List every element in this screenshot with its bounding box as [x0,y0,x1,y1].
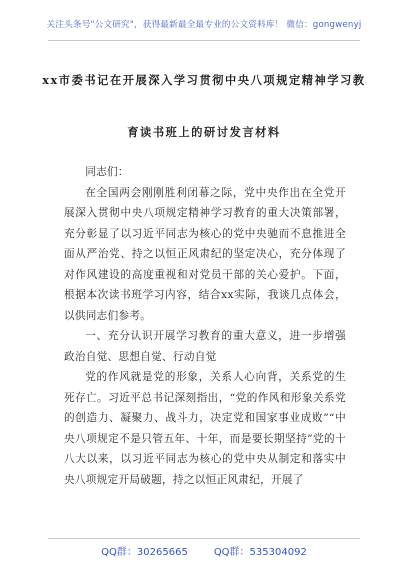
qq-group-2: QQ群：535304092 [213,547,307,558]
document-title-line-2: 育读书班上的研讨发言材料 [127,125,281,139]
promo-banner: 关注头条号"公文研究"，获得最新最全最专业的公文资料库！ 微信：gongwenyj [46,20,362,30]
document-title-line-1: xx市委书记在开展深入学习贯彻中央八项规定精神学习教 [42,73,366,87]
footer [0,543,408,558]
document-body [64,162,346,490]
paragraph-section-1: 党的作风就是党的形象，关系人心向背，关系党的生死存亡。习近平总书记深刻指出，“党的作风和形象关系党的创造力、凝聚力、战斗力，决定党和国家事业成败”“中央八项规定不是只管五年、十年，而是要长期坚持”党的十八大以来，以习近平同志为核心的党中央从制定和落实中央八项规定开局破题，持之以恒正风肃纪，开展了 [64,371,346,486]
section-heading-1: 一、充分认识开展学习教育的重大意义，进一步增强政治自觉、思想自觉、行动自觉 [64,330,346,363]
salutation: 同志们： [85,166,129,178]
footer-divider [48,538,360,539]
qq-group-1: QQ群：30265665 [101,547,188,558]
paragraph-intro: 在全国两会刚刚胜利闭幕之际，党中央作出在全党开展深入贯彻中央八项规定精神学习教育的重大决策部署，充分彰显了以习近平同志为核心的党中央驰而不息推进全面从严治党、持之以恒正风肃纪的坚定决心，充分体现了对作风建设的高度重视和对党员干部的关心爱护。下面，根据本次读书班学习内容，结合xx实际，我谈几点体会，以供同志们参考。 [64,186,346,322]
header-divider [48,40,360,41]
